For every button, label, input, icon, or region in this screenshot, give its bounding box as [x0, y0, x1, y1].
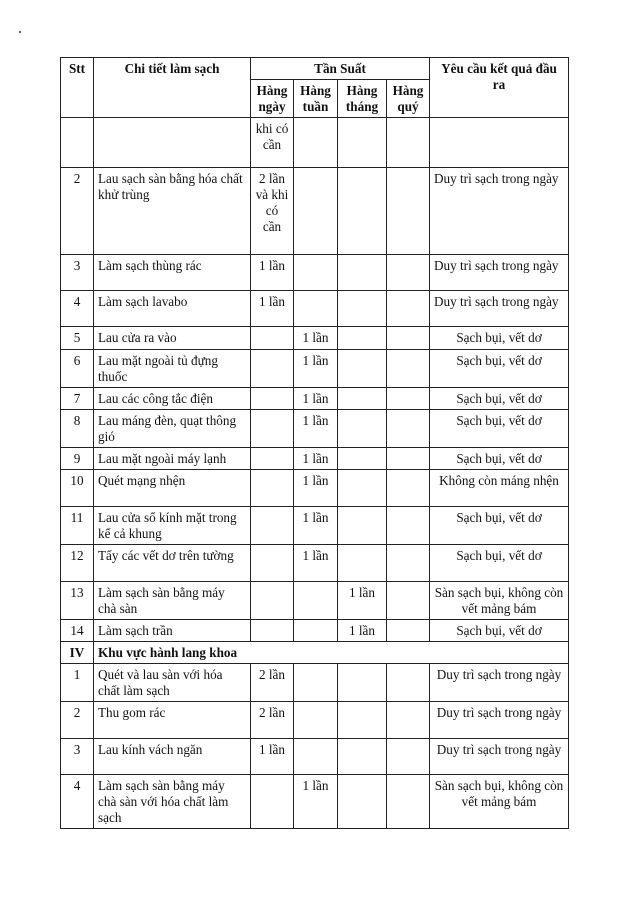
table-body-part1 [61, 118, 569, 642]
cell-daily: 2 lần [251, 702, 294, 739]
cell-daily: 2 lần [251, 664, 294, 702]
cell-stt [61, 118, 94, 168]
cell-monthly [338, 470, 387, 507]
cell-monthly [338, 350, 387, 388]
table-row [61, 739, 569, 775]
table-row [61, 118, 569, 168]
cell-stt: 10 [61, 470, 94, 507]
cell-weekly: 1 lần [294, 410, 338, 448]
cell-requirement: Duy trì sạch trong ngày [430, 168, 569, 255]
cell-daily [251, 775, 294, 829]
cell-daily [251, 470, 294, 507]
cell-monthly [338, 388, 387, 410]
cell-detail: Lau sạch sàn bằng hóa chất khử trùng [94, 168, 251, 255]
cell-weekly [294, 620, 338, 642]
cell-detail: Lau cửa ra vào [94, 327, 251, 350]
cell-requirement: Sạch bụi, vết dơ [430, 410, 569, 448]
cell-stt: 4 [61, 291, 94, 327]
cell-weekly: 1 lần [294, 507, 338, 545]
cell-detail: Thu gom rác [94, 702, 251, 739]
cell-daily: 1 lần [251, 739, 294, 775]
cell-stt: 2 [61, 168, 94, 255]
cell-daily [251, 410, 294, 448]
cell-monthly: 1 lần [338, 582, 387, 620]
cell-weekly: 1 lần [294, 448, 338, 470]
cell-weekly [294, 582, 338, 620]
cell-monthly [338, 168, 387, 255]
cell-quarterly [387, 775, 430, 829]
cell-requirement: Sạch bụi, vết dơ [430, 388, 569, 410]
cell-detail: Lau máng đèn, quạt thông gió [94, 410, 251, 448]
cell-detail: Quét và lau sàn với hóa chất làm sạch [94, 664, 251, 702]
cell-daily [251, 507, 294, 545]
cell-monthly [338, 255, 387, 291]
cell-requirement: Duy trì sạch trong ngày [430, 255, 569, 291]
cell-quarterly [387, 168, 430, 255]
cell-weekly: 1 lần [294, 327, 338, 350]
table-row [61, 388, 569, 410]
header-detail: Chi tiết làm sạch [94, 58, 251, 118]
cell-stt: 6 [61, 350, 94, 388]
cell-monthly: 1 lần [338, 620, 387, 642]
cell-monthly [338, 327, 387, 350]
cell-monthly [338, 507, 387, 545]
cell-daily: 1 lần [251, 291, 294, 327]
cell-detail: Làm sạch sàn bằng máy chà sàn với hóa chất làm sạch [94, 775, 251, 829]
cell-weekly: 1 lần [294, 775, 338, 829]
cell-monthly [338, 664, 387, 702]
cell-weekly: 1 lần [294, 388, 338, 410]
cell-quarterly [387, 739, 430, 775]
cell-requirement: Sàn sạch bụi, không còn vết mảng bám [430, 775, 569, 829]
cell-detail [94, 118, 251, 168]
cell-daily [251, 350, 294, 388]
cell-weekly [294, 168, 338, 255]
cell-weekly [294, 702, 338, 739]
cell-monthly [338, 775, 387, 829]
cell-monthly [338, 448, 387, 470]
cell-weekly: 1 lần [294, 545, 338, 582]
cell-stt: 3 [61, 739, 94, 775]
table-row [61, 350, 569, 388]
cell-daily: 1 lần [251, 255, 294, 291]
table-row [61, 448, 569, 470]
cell-weekly: 1 lần [294, 350, 338, 388]
section-stt: IV [61, 642, 94, 664]
cell-requirement: Không còn máng nhện [430, 470, 569, 507]
cell-weekly [294, 739, 338, 775]
header-daily: Hàng ngày [251, 80, 294, 118]
cell-detail: Làm sạch trần [94, 620, 251, 642]
cell-daily [251, 545, 294, 582]
header-quarterly: Hàng quý [387, 80, 430, 118]
cell-detail: Lau mặt ngoài máy lạnh [94, 448, 251, 470]
cell-monthly [338, 291, 387, 327]
header-monthly: Hàng tháng [338, 80, 387, 118]
cell-stt: 4 [61, 775, 94, 829]
cell-quarterly [387, 470, 430, 507]
cell-daily [251, 327, 294, 350]
cell-weekly [294, 291, 338, 327]
cell-quarterly [387, 255, 430, 291]
table-row [61, 470, 569, 507]
cell-quarterly [387, 410, 430, 448]
table-row [61, 507, 569, 545]
table-row [61, 255, 569, 291]
cell-detail: Làm sạch lavabo [94, 291, 251, 327]
cleaning-schedule-table [60, 57, 569, 829]
cell-requirement: Sạch bụi, vết dơ [430, 545, 569, 582]
table-row [61, 545, 569, 582]
cell-detail: Quét mạng nhện [94, 470, 251, 507]
cell-requirement: Sạch bụi, vết dơ [430, 448, 569, 470]
cell-requirement: Sạch bụi, vết dơ [430, 350, 569, 388]
cell-detail: Lau cửa sổ kính mặt trong kể cả khung [94, 507, 251, 545]
cell-stt: 2 [61, 702, 94, 739]
cell-daily: 2 lần và khi có cần [251, 168, 294, 255]
cell-requirement [430, 118, 569, 168]
table-row [61, 327, 569, 350]
cell-quarterly [387, 545, 430, 582]
cell-stt: 14 [61, 620, 94, 642]
table-row [61, 702, 569, 739]
cell-monthly [338, 739, 387, 775]
table-row [61, 291, 569, 327]
cell-requirement: Sạch bụi, vết dơ [430, 327, 569, 350]
cell-daily [251, 388, 294, 410]
cell-monthly [338, 702, 387, 739]
cell-weekly [294, 255, 338, 291]
section-body [61, 642, 569, 664]
cell-requirement: Duy trì sạch trong ngày [430, 702, 569, 739]
scan-dot [19, 31, 21, 33]
cell-daily [251, 448, 294, 470]
cell-quarterly [387, 388, 430, 410]
table-row [61, 410, 569, 448]
header-row [61, 58, 569, 80]
cell-quarterly [387, 702, 430, 739]
cell-detail: Lau mặt ngoài tủ đựng thuốc [94, 350, 251, 388]
section-title: Khu vực hành lang khoa [94, 642, 569, 664]
cell-quarterly [387, 327, 430, 350]
cell-monthly [338, 545, 387, 582]
cell-detail: Làm sạch thùng rác [94, 255, 251, 291]
cell-stt: 7 [61, 388, 94, 410]
cell-requirement: Sạch bụi, vết dơ [430, 620, 569, 642]
header-requirement: Yêu cầu kết quả đầu ra [430, 58, 569, 118]
cell-weekly [294, 664, 338, 702]
cell-quarterly [387, 118, 430, 168]
cell-weekly: 1 lần [294, 470, 338, 507]
cell-stt: 1 [61, 664, 94, 702]
cell-quarterly [387, 448, 430, 470]
cell-stt: 9 [61, 448, 94, 470]
cell-stt: 13 [61, 582, 94, 620]
section-row [61, 642, 569, 664]
table-row [61, 620, 569, 642]
cell-stt: 3 [61, 255, 94, 291]
cell-quarterly [387, 582, 430, 620]
cell-requirement: Duy trì sạch trong ngày [430, 291, 569, 327]
cell-quarterly [387, 664, 430, 702]
cell-detail: Lau kính vách ngăn [94, 739, 251, 775]
cell-requirement: Sàn sạch bụi, không còn vết mảng bám [430, 582, 569, 620]
table-row [61, 582, 569, 620]
cell-stt: 12 [61, 545, 94, 582]
table-row [61, 664, 569, 702]
cell-stt: 11 [61, 507, 94, 545]
cell-quarterly [387, 507, 430, 545]
cell-monthly [338, 118, 387, 168]
cell-monthly [338, 410, 387, 448]
table-row [61, 168, 569, 255]
table-row [61, 775, 569, 829]
cell-detail: Tẩy các vết dơ trên tường [94, 545, 251, 582]
cell-daily [251, 620, 294, 642]
header-weekly: Hàng tuần [294, 80, 338, 118]
cell-stt: 5 [61, 327, 94, 350]
cell-detail: Lau các công tắc điện [94, 388, 251, 410]
cell-requirement: Duy trì sạch trong ngày [430, 739, 569, 775]
cell-quarterly [387, 291, 430, 327]
cell-quarterly [387, 350, 430, 388]
cell-detail: Làm sạch sàn bằng máy chà sàn [94, 582, 251, 620]
cell-weekly [294, 118, 338, 168]
header-frequency: Tần Suất [251, 58, 430, 80]
cell-daily: khi có cần [251, 118, 294, 168]
table-body-part2 [61, 664, 569, 829]
cell-quarterly [387, 620, 430, 642]
cell-daily [251, 582, 294, 620]
cell-stt: 8 [61, 410, 94, 448]
cell-requirement: Sạch bụi, vết dơ [430, 507, 569, 545]
header-stt: Stt [61, 58, 94, 118]
cell-requirement: Duy trì sạch trong ngày [430, 664, 569, 702]
